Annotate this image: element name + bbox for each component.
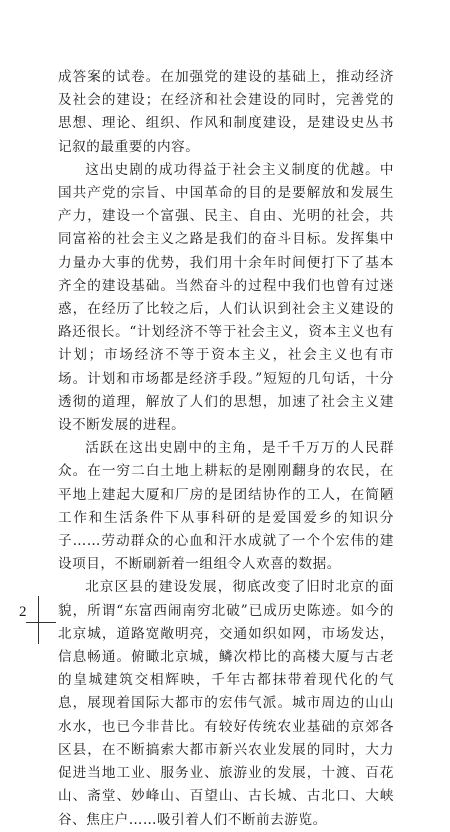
page-number: 2: [19, 604, 27, 620]
paragraph-4: 北京区县的建设发展，彻底改变了旧时北京的面貌，所谓“东富西闹南穷北破”已成历史陈迹。如今的北京城，道路宽敞明亮，交通如织如网，市场发达，信息畅通。俯瞰北京城，鳞次栉比的高楼大厦与古老的皇城建筑交相辉映，千年古都抹带着现代化的气息，展现着国际大都市的宏伟气派。城市周边的山山水水，也已今非昔比。有较好传统农业基础的京郊各区县，在不断搞索大都市新兴农业发展的同时，大力促进当地工业、服务业、旅游业的发展，十渡、百花山、斋堂、妙峰山、百望山、古长城、古北口、大峡谷、焦庄户……吸引着人们不断前去游览。: [58, 579, 394, 828]
crop-mark-horizontal: [26, 622, 56, 623]
crop-mark-vertical: [38, 596, 39, 644]
body-text: [58, 66, 394, 832]
paragraph-1: 成答案的试卷。在加强党的建设的基础上，推动经济及社会的建设；在经济和社会建设的同时，完善党的思想、理论、组织、作风和制度建设，是建设史丛书记叙的最重要的内容。: [58, 69, 394, 155]
paragraph-3: 活跃在这出史剧中的主角，是千千万万的人民群众。在一穷二白土地上耕耘的是刚刚翻身的农民，在平地上建起大厦和厂房的是团结协作的工人，在简陋工作和生活条件下从事科研的是爱国爱乡的知识分子……劳动群众的心血和汗水成就了一个个宏伟的建设项目，不断刷新着一组组令人欢喜的数据。: [58, 440, 394, 573]
paragraph-2: 这出史剧的成功得益于社会主义制度的优越。中国共产党的宗旨、中国革命的目的是要解放和发展生产力，建设一个富强、民主、自由、光明的社会，共同富裕的社会主义之路是我们的奋斗目标。发挥集中力量办大事的优势，我们用十余年时间便打下了基本齐全的建设基础。当然奋斗的过程中我们也曾有过迷惑，在经历了比较之后，人们认识到社会主义建设的路还很长。“计划经济不等于社会主义，资本主义也有计划；市场经济不等于资本主义，社会主义也有市场。计划和市场都是经济手段。”短短的几句话，十分透彻的道理，解放了人们的思想，加速了社会主义建设不断发展的进程。: [58, 161, 394, 434]
